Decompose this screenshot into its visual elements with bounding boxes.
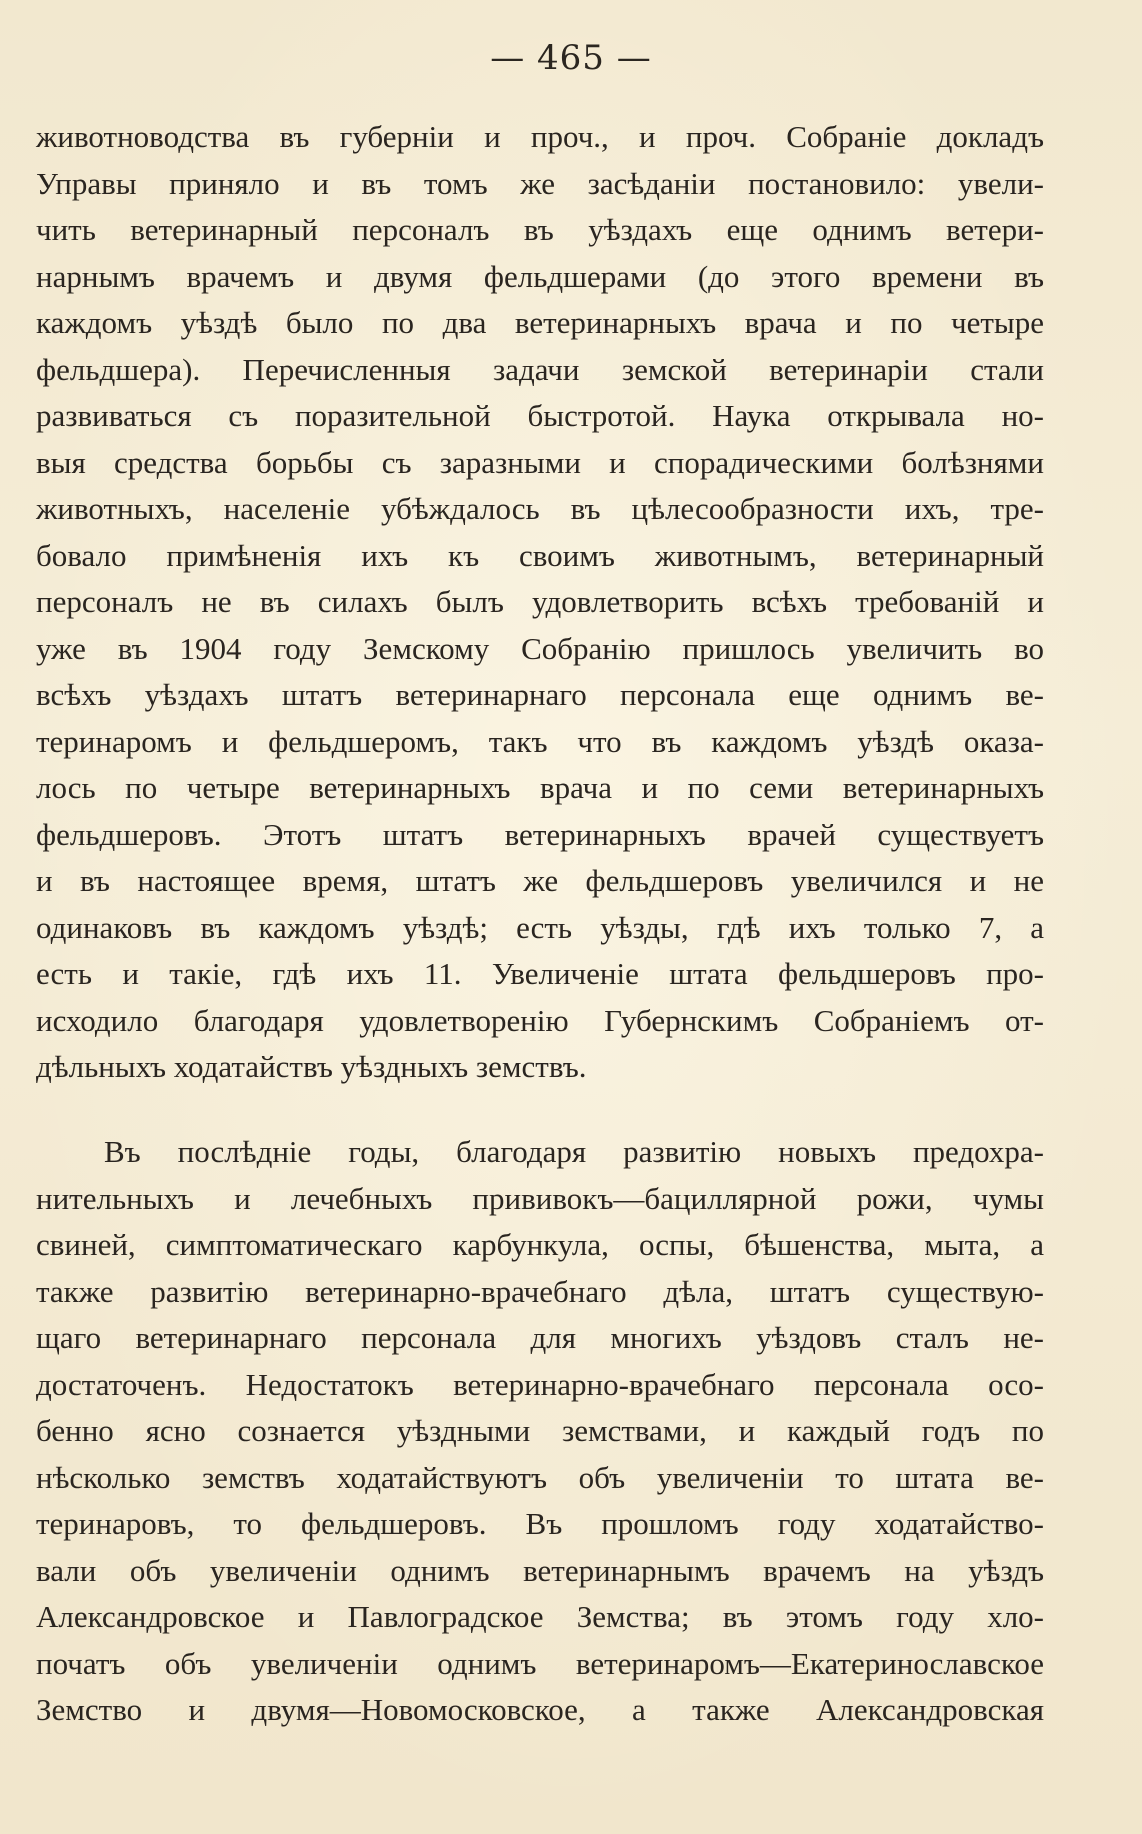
text-line: Александровское и Павлоградское Земства; въ этомъ году хло-	[36, 1599, 1044, 1634]
text-line: щаго ветеринарнаго персонала для многихъ уѣздовъ сталъ не-	[36, 1320, 1044, 1355]
text-line: животныхъ, населеніе убѣждалось въ цѣлесообразности ихъ, тре-	[36, 491, 1044, 526]
text-line: фельдшеровъ. Этотъ штатъ ветеринарныхъ врачей существуетъ	[36, 816, 1044, 852]
text-line: нарнымъ врачемъ и двумя фельдшерами (до этого времени въ	[36, 258, 1044, 294]
text-line: есть и такіе, гдѣ ихъ 11. Увеличеніе штата фельдшеровъ про-	[36, 956, 1044, 991]
text-line: и въ настоящее время, штатъ же фельдшеровъ увеличился и не	[36, 863, 1044, 898]
paragraph-2	[36, 1129, 1044, 1734]
text-line: животноводства въ губерніи и проч., и проч. Собраніе докладъ	[36, 119, 1044, 154]
text-line: всѣхъ уѣздахъ штатъ ветеринарнаго персонала еще однимъ ве-	[36, 677, 1044, 712]
text-line: Въ послѣдніе годы, благодаря развитію новыхъ предохра-	[104, 1134, 1044, 1169]
text-line: исходило благодаря удовлетворенію Губернскимъ Собраніемъ от-	[36, 1002, 1044, 1038]
text-line: чить ветеринарный персоналъ въ уѣздахъ еще однимъ ветери-	[36, 212, 1044, 247]
text-line: каждомъ уѣздѣ было по два ветеринарныхъ врача и по четыре	[36, 305, 1044, 340]
text-line: бенно ясно сознается уѣздными земствами, и каждый годъ по	[36, 1413, 1044, 1448]
text-line: нѣсколько земствъ ходатайствуютъ объ увеличеніи то штата ве-	[36, 1459, 1044, 1495]
page-number: — 465 —	[490, 38, 652, 78]
text-line: одинаковъ въ каждомъ уѣздѣ; есть уѣзды, гдѣ ихъ только 7, а	[36, 909, 1044, 945]
text-line: персоналъ не въ силахъ былъ удовлетворить всѣхъ требованій и	[36, 584, 1044, 619]
text-line: нительныхъ и лечебныхъ прививокъ—бациллярной рожи, чумы	[36, 1180, 1044, 1216]
text-line: теринаромъ и фельдшеромъ, такъ что въ каждомъ уѣздѣ оказа-	[36, 723, 1044, 759]
text-line: бовало примѣненія ихъ къ своимъ животнымъ, ветеринарный	[36, 537, 1044, 573]
text-line: уже въ 1904 году Земскому Собранію пришлось увеличить во	[36, 630, 1044, 666]
text-line: Управы приняло и въ томъ же засѣданіи постановило: увели-	[36, 165, 1044, 201]
paragraph-1	[36, 114, 1044, 1091]
text-line: лось по четыре ветеринарныхъ врача и по семи ветеринарныхъ	[36, 770, 1044, 805]
text-line: дѣльныхъ ходатайствъ уѣздныхъ земствъ.	[36, 1049, 587, 1084]
text-line: выя средства борьбы съ заразными и спорадическими болѣзнями	[36, 444, 1044, 480]
text-line: Земство и двумя—Новомосковское, а также Александровская	[36, 1692, 1044, 1727]
text-line: початъ объ увеличеніи однимъ ветеринаромъ—Екатеринославское	[36, 1645, 1044, 1681]
text-line: также развитію ветеринарно-врачебнаго дѣла, штатъ существую-	[36, 1273, 1044, 1309]
text-line: фельдшера). Перечисленныя задачи земской ветеринаріи стали	[36, 351, 1044, 387]
text-line: вали объ увеличеніи однимъ ветеринарнымъ врачемъ на уѣздъ	[36, 1552, 1044, 1588]
text-line: теринаровъ, то фельдшеровъ. Въ прошломъ году ходатайство-	[36, 1506, 1044, 1541]
text-line: развиваться съ поразительной быстротой. Наука открывала но-	[36, 398, 1044, 433]
text-line: свиней, симптоматическаго карбункула, оспы, бѣшенства, мыта, а	[36, 1227, 1044, 1262]
text-line: достаточенъ. Недостатокъ ветеринарно-врачебнаго персонала осо-	[36, 1366, 1044, 1402]
